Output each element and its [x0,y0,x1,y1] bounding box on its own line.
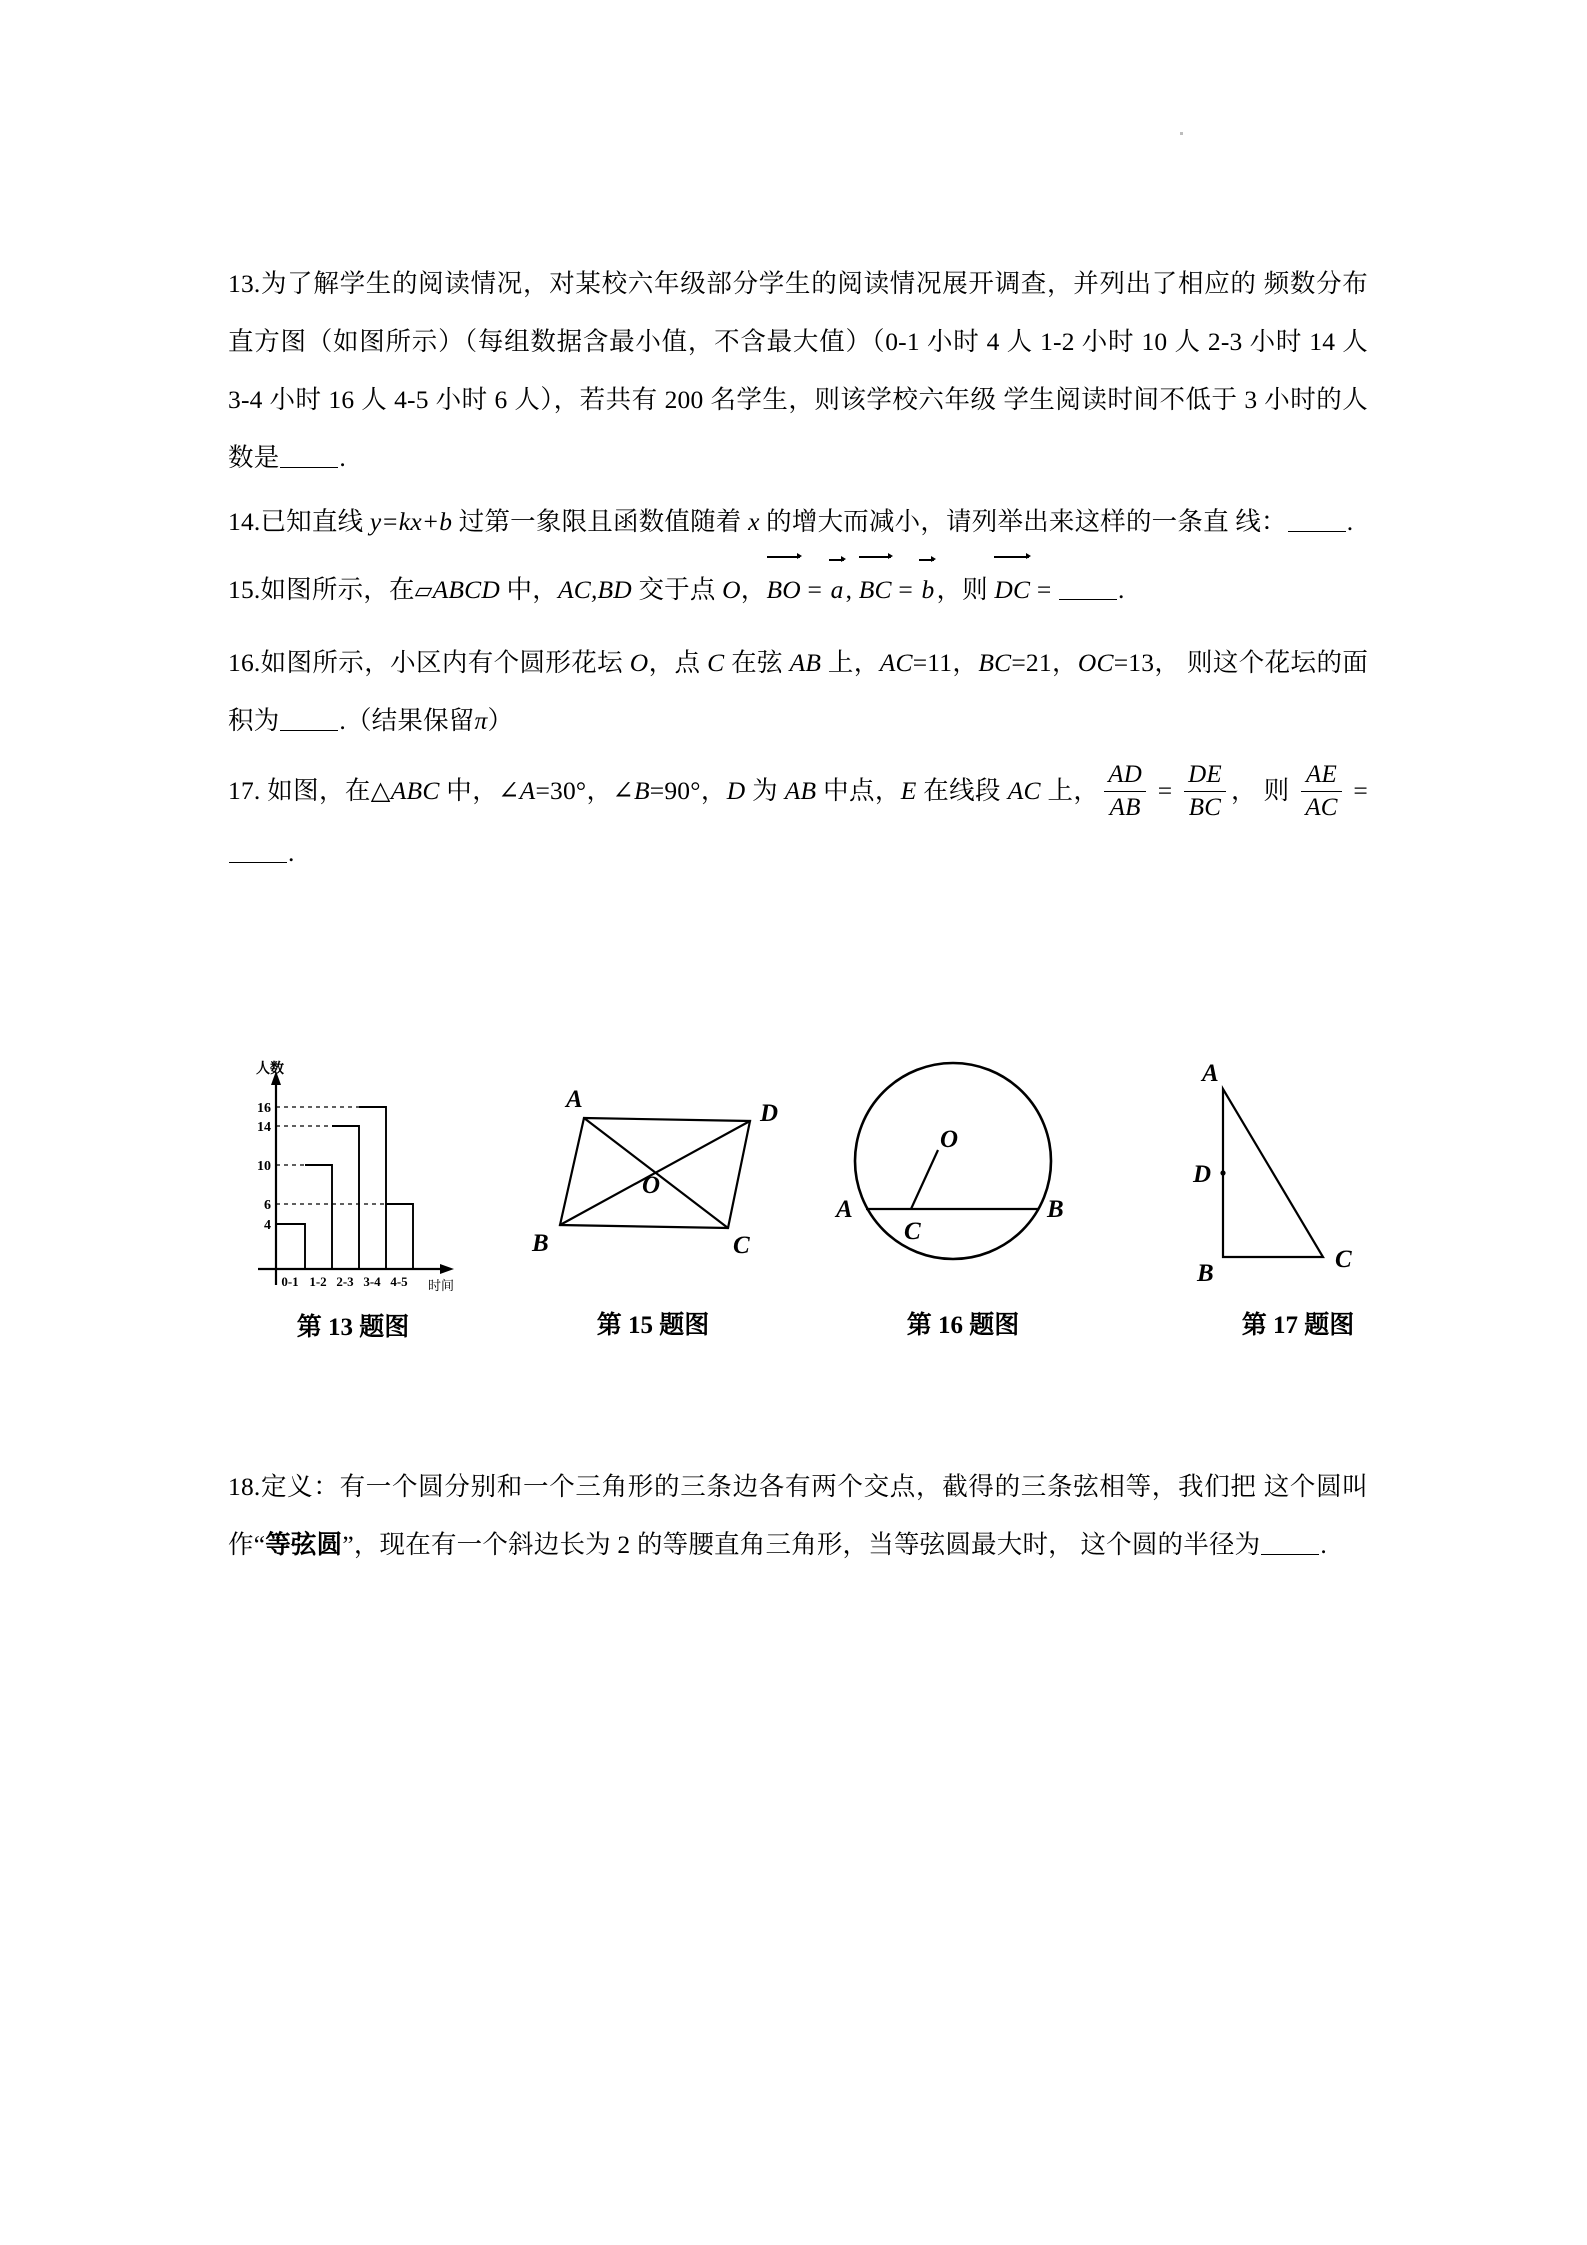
question-18-container [228,1458,1368,1574]
question-15-eq2: = [891,575,920,604]
question-16-ac-value: =11 [912,648,953,677]
question-17-equals: = [1150,776,1180,805]
parallelogram-labels [531,1086,778,1259]
question-17-period: . [288,838,295,868]
fraction-denominator-bc: BC [1184,791,1226,823]
figure-13 [228,1055,478,1343]
question-15-text-e: ，则 [936,575,995,604]
question-16-oc-label: OC [1077,648,1114,677]
x-tick-2-3: 2-3 [336,1274,354,1289]
question-17-seg-ac: AC [1007,776,1041,805]
question-18-number: 18. [228,1472,261,1501]
question-17 [228,762,1368,882]
question-16-number: 16. [228,648,261,677]
circle-outline [855,1063,1051,1259]
question-17-line2-equals: = [1346,776,1369,805]
question-17-line2-a: 则 [1263,776,1297,805]
question-17-angle-a-label: A [519,776,536,805]
question-13-line4: 学生阅读时间不低于 3 小时的人数是 [228,385,1368,472]
fraction-numerator-ad: AD [1108,761,1142,789]
question-14-text-c: 的增大而减小，请列举出来这样的一条直 [759,507,1229,536]
answer-blank-13[interactable] [280,467,338,468]
question-17-seg-ab: AB [784,776,817,805]
bar-2-3 [332,1126,359,1269]
question-16-line2-c: ） [487,706,514,735]
question-16-text-e: ， [952,648,979,677]
bar-1-2 [305,1165,332,1269]
question-14-line2-a: 线： [1235,507,1287,536]
question-18-line2-b: ”，现在有一个斜边长为 2 的等腰直角三角形，当等弦圆最大时， [342,1530,1074,1559]
question-16-bc-value: =21 [1011,648,1052,677]
answer-blank-14[interactable] [1288,531,1346,532]
fraction-ad-over-ab [1104,760,1146,822]
question-18-line3-a: 这个圆的半径为 [1080,1530,1261,1559]
y-tick-6: 6 [264,1198,271,1213]
question-13-line1: 为了解学生的阅读情况，对某校六年级部分学生的阅读情况展开调查，并列出了相应的 [260,269,1257,298]
figure-15 [518,1073,788,1341]
x-tick-4-5: 4-5 [390,1274,408,1289]
vector-dc: DC [994,559,1030,619]
question-15-eq3: = [1030,575,1058,604]
label-D: D [1193,1161,1212,1188]
x-tick-labels [281,1274,408,1289]
circle-diagram [828,1051,1098,1303]
y-tick-10: 10 [257,1159,271,1174]
y-tick-14: 14 [257,1120,271,1135]
bar-4-5 [386,1204,413,1269]
vector-a: a [829,561,846,619]
question-17-angle-b-label: B [633,776,650,805]
parallelogram-symbol: ▱ [414,578,433,604]
label-B: B [1047,1196,1064,1223]
question-17-text-g: 在线段 [916,776,1008,805]
question-14-text-b: 过第一象限且函数值随着 [452,507,749,536]
page-top-mark [1180,132,1183,135]
label-O: O [642,1172,661,1199]
triangle-sides [1223,1089,1323,1257]
questions-container [228,255,1368,882]
label-A: A [566,1086,583,1113]
question-15-text-a: 如图所示，在 [260,575,415,604]
radius-oc [911,1150,938,1209]
bar-3-4 [359,1107,386,1269]
question-17-text-d: ， [700,776,727,805]
question-15-text-b: 中， [499,575,558,604]
question-18-bold-term: 等弦圆 [265,1530,343,1559]
fraction-denominator-ab: AB [1104,791,1146,823]
x-axis-title: 时间 [428,1278,455,1293]
fraction-numerator-ae: AE [1306,761,1337,789]
vector-b: b [919,561,936,619]
question-17-angle-b-value: =90° [649,776,701,805]
question-15 [228,559,1368,620]
question-14-text-a: 已知直线 [260,507,370,536]
question-13-number: 13. [228,269,261,298]
question-17-text-c: ，∠ [586,776,634,805]
question-17-point-e: E [900,776,917,805]
question-17-angle-a-value: =30° [535,776,587,805]
answer-blank-15[interactable] [1059,599,1117,600]
label-B: B [532,1230,549,1257]
figure-16-caption: 第 16 题图 [906,1312,1020,1339]
label-C: C [1335,1246,1352,1273]
x-tick-0-1: 0-1 [281,1274,299,1289]
question-16-bc-label: BC [978,648,1012,677]
y-tick-4: 4 [264,1218,271,1233]
question-18-line2-a: 这个圆叫作“ [228,1472,1368,1559]
figure-17 [1183,1049,1413,1341]
figure-17-caption: 第 17 题图 [1241,1312,1355,1339]
vector-bo: BO [767,559,801,619]
fraction-ae-over-ac [1301,760,1341,822]
question-15-eq1: = [800,575,829,604]
triangle-shape [1223,1089,1323,1257]
y-tick-16: 16 [257,1101,271,1116]
question-16-point-c: C [707,648,725,677]
histogram-chart [228,1055,478,1305]
answer-blank-16[interactable] [280,730,338,731]
question-17-comma-end: ， [1230,776,1257,805]
triangle-diagram [1183,1049,1413,1303]
question-16-text-d: 上， [821,648,880,677]
question-13-period: . [339,443,346,472]
question-16-text-b: ，点 [648,648,708,677]
question-16-oc-value: =13 [1113,648,1155,677]
question-16-text-g: ， [1154,648,1181,677]
question-18 [228,1458,1368,1574]
question-18-period: . [1320,1530,1327,1559]
label-C: C [904,1218,921,1245]
question-15-text-d: ， [740,575,767,604]
circle-labels [834,1126,1064,1245]
figure-13-caption: 第 13 题图 [296,1314,410,1341]
question-16-line2-a: 则这个花坛的面积为 [228,648,1369,735]
y-tick-labels [257,1101,271,1233]
figure-16 [828,1051,1098,1341]
fraction-de-over-bc [1184,760,1226,822]
question-17-point-d: D [726,776,746,805]
question-15-text-c: 交于点 [631,575,723,604]
question-18-line1: 定义：有一个圆分别和一个三角形的三条边各有两个交点，截得的三条弦相等，我们把 [260,1472,1257,1501]
question-15-comma: , [845,575,859,604]
question-16-line2-b: .（结果保留 [339,706,475,735]
answer-blank-17[interactable] [229,862,287,863]
question-13-line3: 10 人 2-3 小时 14 人 3-4 小时 16 人 4-5 小时 6 人），若共有 200 名学生，则该学校六年级 [228,327,1368,414]
question-15-period: . [1117,575,1125,604]
question-15-number: 15. [228,575,261,604]
label-A: A [836,1196,853,1223]
figures-row [228,1045,1438,1395]
question-17-text-h: 上， [1040,776,1100,805]
question-17-text-f: 中点， [816,776,901,805]
question-17-text-a: 如图，在△ [260,776,391,805]
question-17-triangle: ABC [390,776,440,805]
question-14 [228,493,1368,551]
histogram-bars [276,1107,413,1269]
parallelogram-diagram [518,1073,788,1303]
pi-symbol: π [474,706,488,735]
triangle-labels [1192,1060,1352,1287]
question-17-number: 17. [228,776,261,805]
question-17-text-e: 为 [745,776,785,805]
label-D: D [760,1100,779,1127]
question-14-number: 14. [228,507,261,536]
midpoint-d-dot [1220,1170,1225,1175]
question-16-text-a: 如图所示，小区内有个圆形花坛 [260,648,630,677]
figure-15-caption: 第 15 题图 [596,1312,710,1339]
question-16-ac-label: AC [879,648,913,677]
question-16-text-f: ， [1051,648,1078,677]
vector-bc: BC [859,559,892,619]
question-14-formula: y=kx+b [369,507,453,536]
question-17-text-b: 中，∠ [439,776,520,805]
label-C: C [733,1232,750,1259]
label-A: A [1202,1060,1219,1087]
question-16-circle-o: O [629,648,649,677]
answer-blank-18[interactable] [1261,1554,1319,1555]
y-axis-title: 人数 [256,1060,284,1076]
question-15-point-o: O [722,575,741,604]
x-tick-3-4: 3-4 [363,1274,381,1289]
fraction-numerator-de: DE [1188,761,1222,789]
question-15-diagonals: AC,BD [557,575,632,604]
question-16-text-c: 在弦 [724,648,790,677]
question-16 [228,634,1368,750]
x-tick-1-2: 1-2 [309,1274,327,1289]
question-14-variable-x: x [748,507,760,536]
question-15-shape: ABCD [432,575,500,604]
question-16-chord-ab: AB [789,648,822,677]
question-13-line2: 频数分布直方图（如图所示）（每组数据含最小值，不含最大值）（0-1 小时 4 人 1-2 小时 [228,269,1368,356]
bar-0-1 [276,1224,305,1269]
x-axis-arrow [440,1264,454,1274]
label-B: B [1197,1260,1214,1287]
question-13 [228,255,1368,487]
fraction-denominator-ac: AC [1301,791,1341,823]
label-O: O [940,1126,959,1153]
question-14-period: . [1346,507,1354,536]
